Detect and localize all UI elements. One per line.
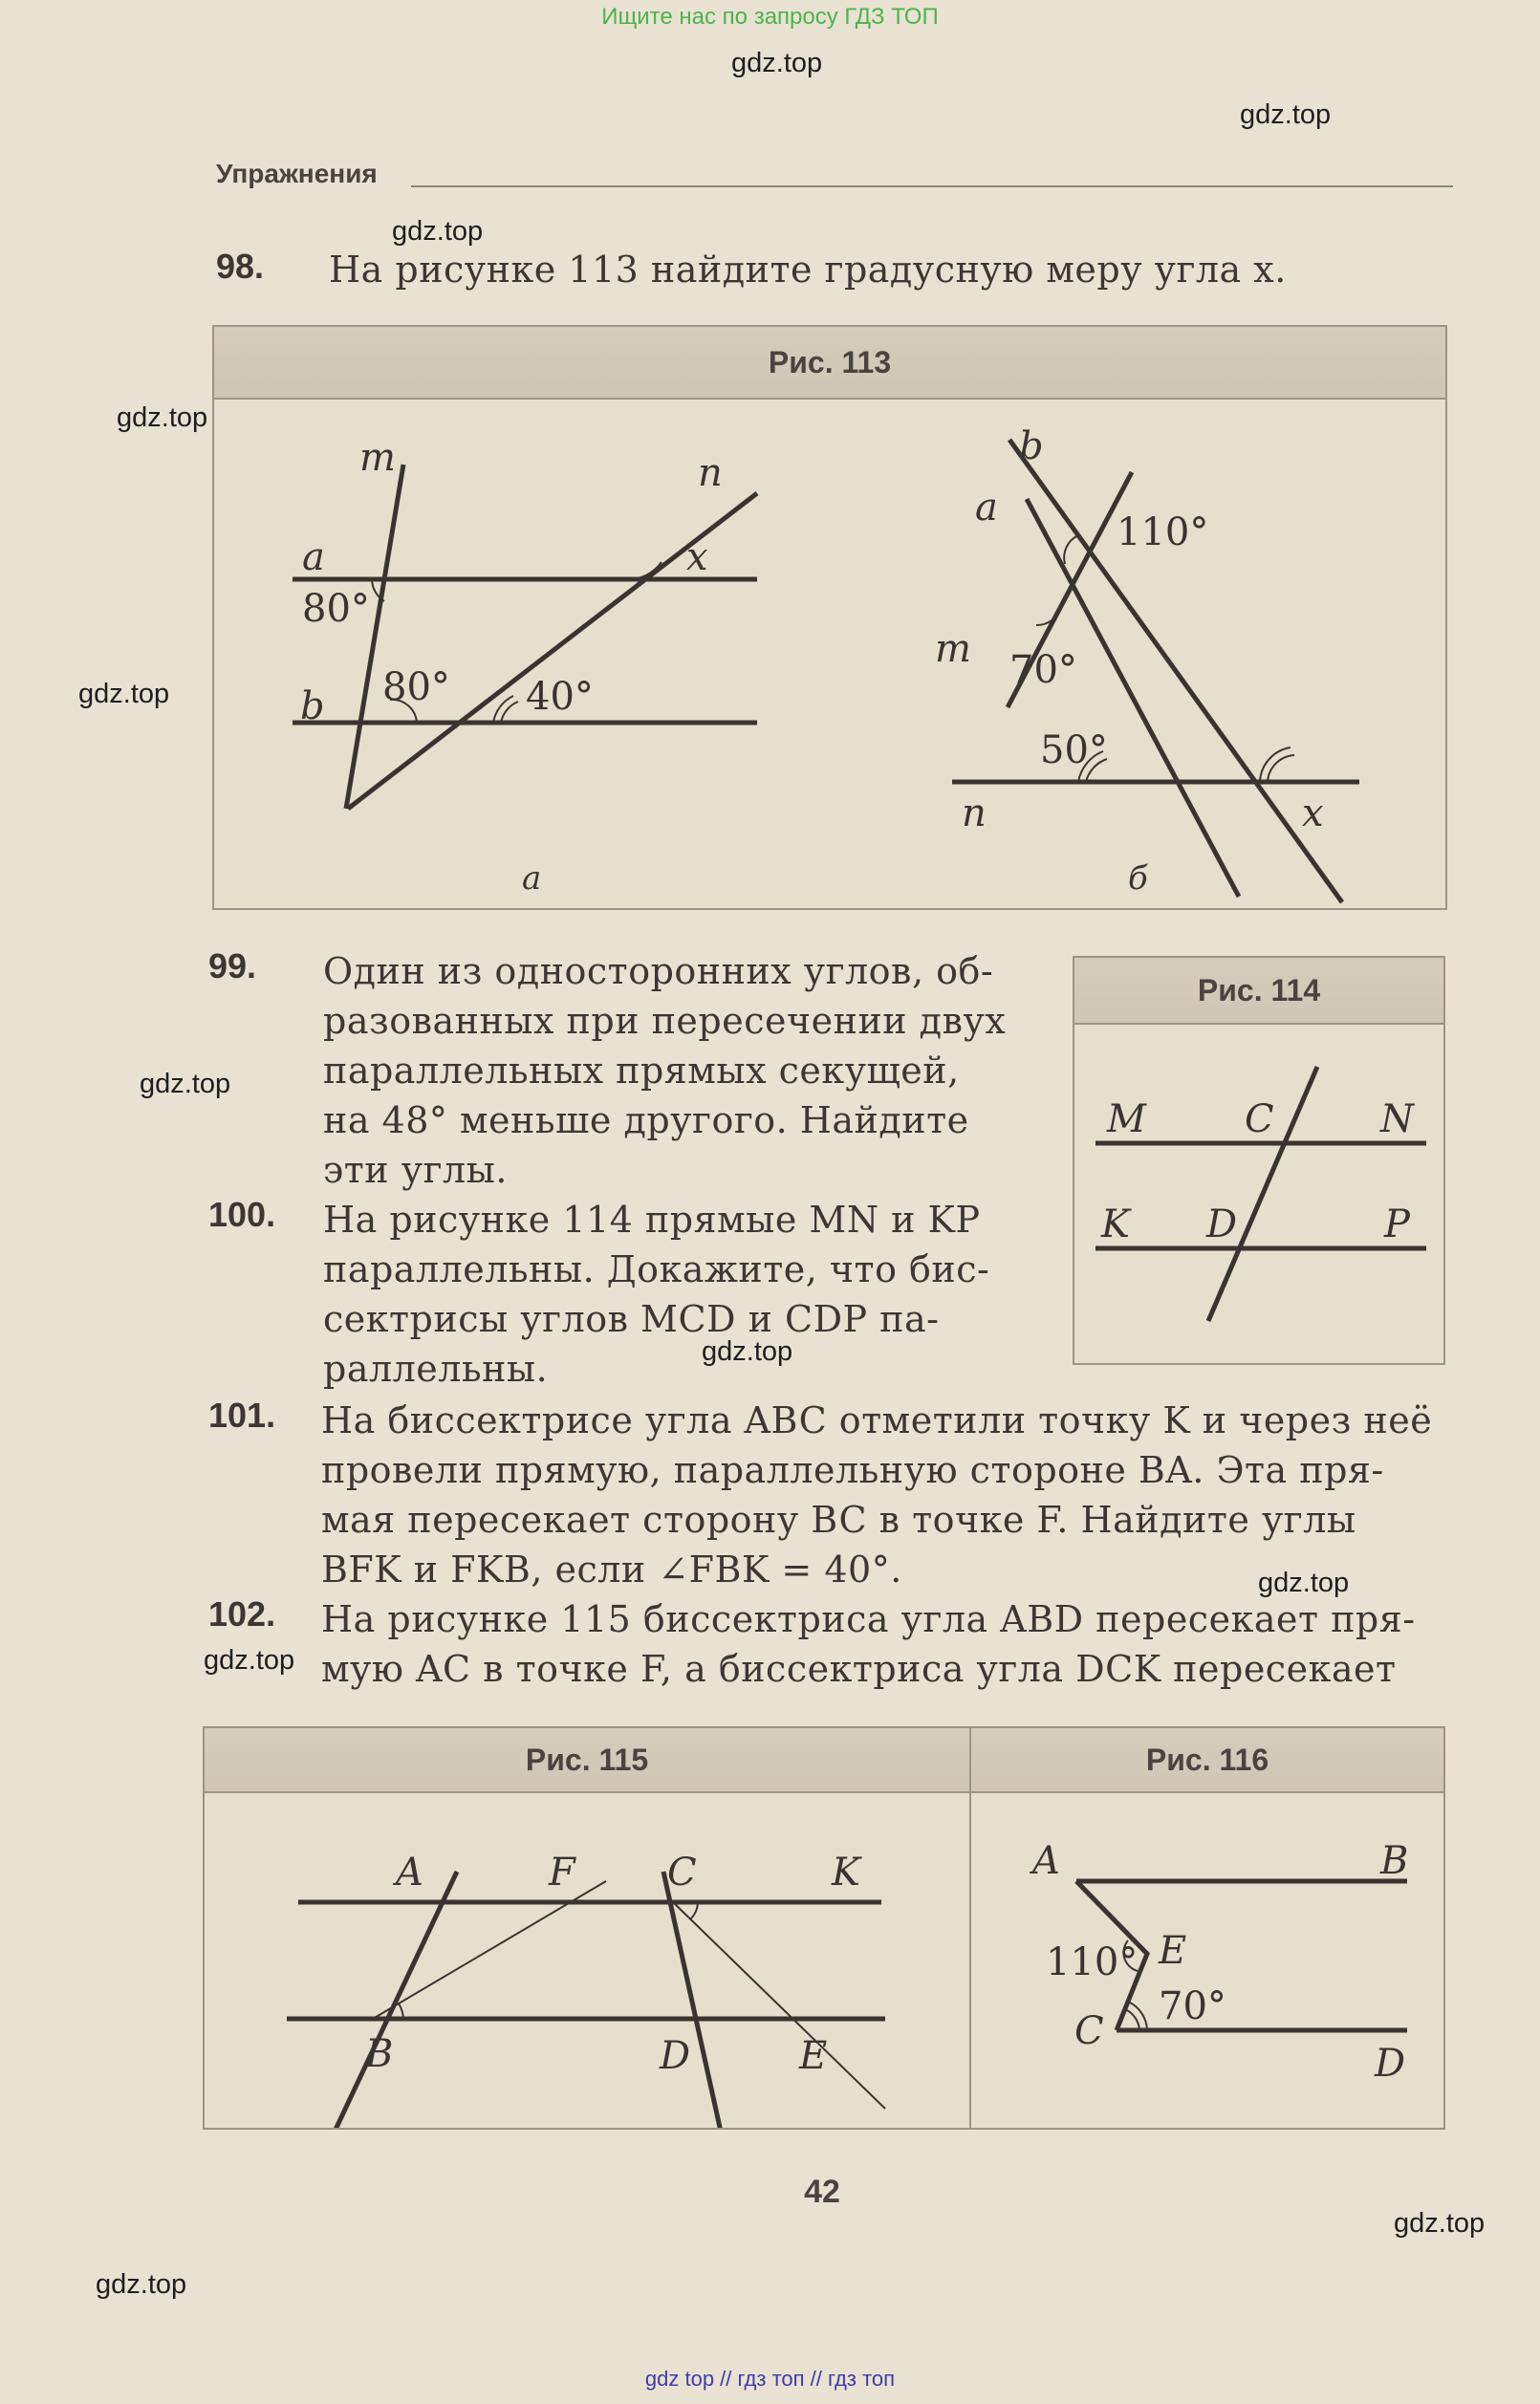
watermark: gdz.top bbox=[731, 48, 823, 78]
angle-110: 110° bbox=[1046, 1940, 1139, 1984]
exercise-102-line: На рисунке 115 биссектриса угла ABD пересекает пря- bbox=[321, 1598, 1416, 1640]
label-A: A bbox=[1032, 1839, 1060, 1883]
label-a: a bbox=[975, 486, 998, 530]
exercise-100-line: параллельны. Докажите, что бис- bbox=[323, 1248, 990, 1290]
exercise-101-number: 101. bbox=[208, 1396, 276, 1435]
figure-114-title: Рис. 114 bbox=[1074, 958, 1443, 1025]
watermark: gdz.top bbox=[1258, 1568, 1350, 1598]
label-x: x bbox=[1302, 791, 1324, 835]
label-M: M bbox=[1107, 1097, 1146, 1141]
angle-50: 50° bbox=[1040, 728, 1108, 772]
angle-80-1: 80° bbox=[302, 587, 370, 631]
label-D: D bbox=[1206, 1202, 1238, 1246]
watermark: gdz.top bbox=[204, 1645, 295, 1676]
bisector-ce bbox=[673, 1902, 885, 2109]
label-K: K bbox=[832, 1851, 860, 1895]
section-title: Упражнения bbox=[216, 159, 378, 188]
line-ab bbox=[335, 1872, 457, 2128]
label-C: C bbox=[1245, 1097, 1274, 1141]
figure-116 bbox=[971, 1728, 1443, 2128]
label-N: N bbox=[1380, 1097, 1414, 1141]
label-a: a bbox=[302, 535, 325, 579]
label-K: K bbox=[1101, 1202, 1130, 1246]
exercise-100-line: На рисунке 114 прямые MN и KP bbox=[323, 1199, 981, 1241]
figure-115-title: Рис. 115 bbox=[205, 1728, 969, 1793]
angle-110: 110° bbox=[1117, 510, 1209, 554]
exercise-98-number: 98. bbox=[216, 247, 265, 286]
top-banner[interactable]: Ищите нас по запросу ГДЗ ТОП bbox=[601, 4, 939, 30]
exercise-102-line: мую AC в точке F, а биссектриса угла DCK пересекает bbox=[321, 1648, 1397, 1690]
exercise-101-line: BFK и FKB, если ∠FBK = 40°. bbox=[321, 1549, 902, 1591]
angle-70: 70° bbox=[1159, 1984, 1226, 2028]
watermark: gdz.top bbox=[392, 216, 484, 247]
label-C: C bbox=[667, 1851, 697, 1895]
watermark: gdz.top bbox=[1240, 99, 1332, 130]
figure-114 bbox=[1073, 956, 1445, 1365]
caption-a: а bbox=[522, 859, 542, 898]
angle-40: 40° bbox=[526, 675, 594, 719]
label-E: E bbox=[1159, 1929, 1187, 1973]
line-a bbox=[1027, 499, 1239, 897]
watermark: gdz.top bbox=[1394, 2208, 1486, 2239]
figure-114-drawing bbox=[1074, 1025, 1443, 1365]
label-B: B bbox=[1380, 1839, 1409, 1883]
line-m bbox=[346, 465, 403, 809]
label-C: C bbox=[1074, 2009, 1104, 2053]
section-rule bbox=[411, 185, 1453, 187]
exercise-100-line: сектрисы углов MCD и CDP па- bbox=[323, 1298, 940, 1340]
exercise-99-line: эти углы. bbox=[323, 1149, 508, 1191]
figure-115-drawing bbox=[205, 1793, 969, 2128]
watermark: gdz.top bbox=[96, 2269, 187, 2300]
caption-b: б bbox=[1128, 859, 1148, 898]
label-x: x bbox=[686, 535, 708, 579]
watermark: gdz.top bbox=[140, 1069, 231, 1099]
exercise-100-number: 100. bbox=[208, 1195, 276, 1234]
bottom-banner[interactable]: gdz top // гдз топ // гдз топ bbox=[644, 2367, 896, 2391]
label-D: D bbox=[1375, 2042, 1406, 2086]
exercise-101-line: На биссектрисе угла ABC отметили точку K и через неё bbox=[321, 1399, 1433, 1441]
figure-115 bbox=[205, 1728, 971, 2128]
figure-116-title: Рис. 116 bbox=[971, 1728, 1443, 1793]
label-B: B bbox=[365, 2032, 394, 2076]
exercise-101-line: мая пересекает сторону BC в точке F. Найдите углы bbox=[321, 1499, 1356, 1541]
figure-116-drawing bbox=[971, 1793, 1443, 2128]
line-cd bbox=[663, 1872, 721, 2128]
exercise-99-line: разованных при пересечении двух bbox=[323, 1000, 1007, 1042]
exercise-100-line: раллельны. bbox=[323, 1348, 549, 1390]
label-D: D bbox=[660, 2034, 691, 2078]
figures-115-116 bbox=[203, 1726, 1445, 2130]
label-A: A bbox=[396, 1851, 423, 1895]
label-m: m bbox=[935, 627, 971, 671]
figure-113-drawing bbox=[214, 400, 1445, 910]
watermark: gdz.top bbox=[78, 679, 170, 709]
label-n: n bbox=[698, 451, 723, 495]
label-b: b bbox=[300, 684, 325, 728]
exercise-101-line: провели прямую, параллельную стороне BA. Эта пря- bbox=[321, 1449, 1384, 1491]
figure-113-title: Рис. 113 bbox=[214, 327, 1445, 400]
exercise-99-line: Один из односторонних углов, об- bbox=[323, 950, 994, 992]
label-P: P bbox=[1384, 1202, 1410, 1246]
exercise-98-text: На рисунке 113 найдите градусную меру угла x. bbox=[329, 249, 1287, 291]
figure-113 bbox=[212, 325, 1447, 910]
watermark: gdz.top bbox=[702, 1336, 793, 1367]
exercise-99-number: 99. bbox=[208, 946, 257, 985]
label-b: b bbox=[1019, 424, 1044, 468]
page-number: 42 bbox=[804, 2174, 840, 2210]
angle-70: 70° bbox=[1009, 648, 1077, 692]
label-n: n bbox=[962, 791, 987, 835]
exercise-102-number: 102. bbox=[208, 1594, 276, 1634]
exercise-99-line: на 48° меньше другого. Найдите bbox=[323, 1099, 969, 1141]
exercise-99-line: параллельных прямых секущей, bbox=[323, 1050, 960, 1092]
angle-80-2: 80° bbox=[382, 665, 450, 709]
label-m: m bbox=[359, 436, 396, 480]
label-F: F bbox=[549, 1851, 575, 1895]
watermark: gdz.top bbox=[117, 402, 208, 433]
label-E: E bbox=[799, 2034, 828, 2078]
